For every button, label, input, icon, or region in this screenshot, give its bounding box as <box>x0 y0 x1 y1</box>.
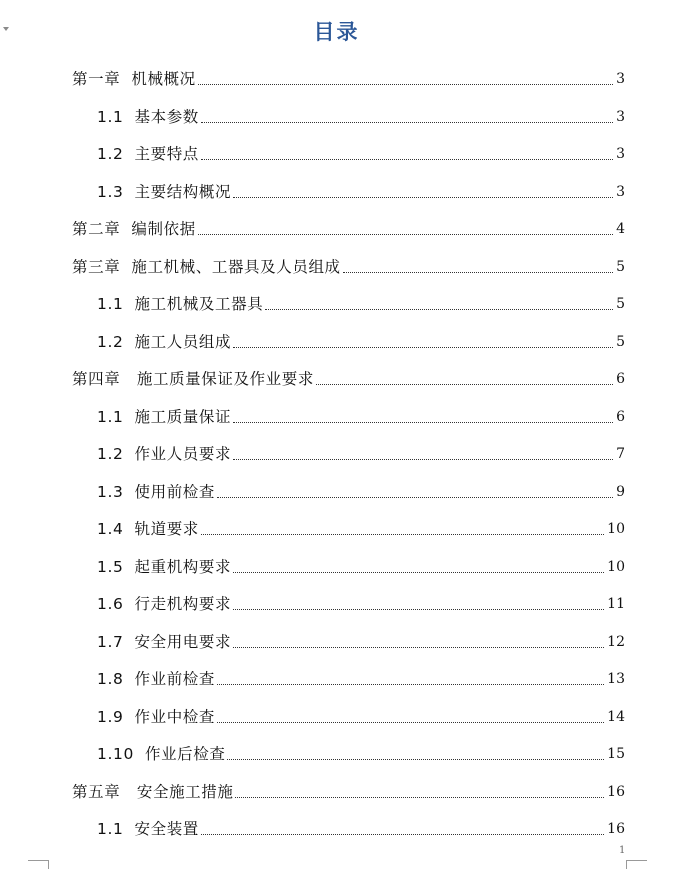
dot-leader <box>233 609 604 610</box>
toc-entry-section[interactable] <box>97 803 625 840</box>
toc-entry-label: 第三章 施工机械、工器具及人员组成 <box>72 258 341 276</box>
dot-leader <box>217 497 613 498</box>
toc-entry-section[interactable] <box>97 128 625 165</box>
toc-entry-page: 14 <box>607 709 625 725</box>
toc-entry-page: 7 <box>616 446 625 462</box>
dot-leader <box>201 534 604 535</box>
toc-entry-label: 1.2 施工人员组成 <box>97 333 232 351</box>
toc-entry-label: 1.1 基本参数 <box>97 108 199 126</box>
toc-entry-page: 10 <box>607 559 625 575</box>
toc-entry-section[interactable] <box>97 278 625 315</box>
toc-entry-label: 1.3 使用前检查 <box>97 483 216 501</box>
toc-entry-section[interactable] <box>97 428 625 465</box>
toc-entry-chapter-1[interactable] <box>72 53 625 90</box>
toc-entry-chapter-3[interactable] <box>72 241 625 278</box>
toc-entry-label: 第四章 施工质量保证及作业要求 <box>72 370 314 388</box>
dot-leader <box>316 384 613 385</box>
toc-entry-label: 1.4 轨道要求 <box>97 520 199 538</box>
toc-entry-page: 10 <box>607 521 625 537</box>
toc-entry-page: 5 <box>616 259 625 275</box>
toc-entry-page: 5 <box>616 296 625 312</box>
toc-entry-page: 3 <box>616 71 625 87</box>
dot-leader <box>217 722 604 723</box>
toc-entry-section[interactable] <box>97 578 625 615</box>
toc-entry-label: 1.7 安全用电要求 <box>97 633 232 651</box>
toc-entry-label: 1.2 主要特点 <box>97 145 199 163</box>
toc-entry-label: 1.1 施工质量保证 <box>97 408 232 426</box>
toc-entry-page: 6 <box>616 409 625 425</box>
dot-leader <box>233 197 613 198</box>
toc-entry-page: 12 <box>607 634 625 650</box>
page-number: 1 <box>619 845 626 856</box>
toc-entry-section[interactable] <box>97 391 625 428</box>
toc-entry-page: 9 <box>616 484 625 500</box>
page-corner-mark-left <box>28 860 49 869</box>
dot-leader <box>343 272 613 273</box>
toc-entry-section[interactable] <box>97 91 625 128</box>
toc-entry-section[interactable] <box>97 728 625 765</box>
toc-entry-label: 第一章 机械概况 <box>72 70 196 88</box>
dot-leader <box>201 159 613 160</box>
toc-entry-section[interactable] <box>97 466 625 503</box>
toc-entry-section[interactable] <box>97 616 625 653</box>
toc-entry-page: 4 <box>616 221 625 237</box>
dot-leader <box>198 84 613 85</box>
toc-entry-page: 3 <box>616 146 625 162</box>
toc-entry-chapter-4[interactable] <box>72 353 625 390</box>
dot-leader <box>235 797 604 798</box>
toc-entry-section[interactable] <box>97 166 625 203</box>
dot-leader <box>233 347 613 348</box>
dot-leader <box>201 122 613 123</box>
toc-entry-section[interactable] <box>97 503 625 540</box>
toc-entry-page: 3 <box>616 109 625 125</box>
toc-entry-page: 5 <box>616 334 625 350</box>
toc-entry-section[interactable] <box>97 691 625 728</box>
toc-entry-label: 第五章 安全施工措施 <box>72 783 234 801</box>
dot-leader <box>198 234 613 235</box>
toc-entry-page: 13 <box>607 671 625 687</box>
dot-leader <box>217 684 604 685</box>
toc-entry-label: 1.2 作业人员要求 <box>97 445 232 463</box>
toc-entry-chapter-2[interactable] <box>72 203 625 240</box>
dot-leader <box>233 647 604 648</box>
dot-leader <box>227 759 604 760</box>
toc-entry-label: 第二章 编制依据 <box>72 220 196 238</box>
toc-entry-label: 1.3 主要结构概况 <box>97 183 232 201</box>
toc-entry-page: 11 <box>607 596 625 612</box>
toc-entry-section[interactable] <box>97 316 625 353</box>
toc-entry-page: 6 <box>616 371 625 387</box>
toc-entry-section[interactable] <box>97 653 625 690</box>
dot-leader <box>233 572 604 573</box>
toc-entry-label: 1.1 安全装置 <box>97 820 199 838</box>
toc-entry-page: 16 <box>607 784 625 800</box>
dot-leader <box>233 422 613 423</box>
dot-leader <box>233 459 613 460</box>
toc-title: 目录 <box>313 20 360 44</box>
toc-entry-label: 1.1 施工机械及工器具 <box>97 295 264 313</box>
dot-leader <box>201 834 604 835</box>
toc-entry-label: 1.9 作业中检查 <box>97 708 216 726</box>
toc-entry-page: 15 <box>607 746 625 762</box>
toc-entry-label: 1.8 作业前检查 <box>97 670 216 688</box>
toc-entry-label: 1.6 行走机构要求 <box>97 595 232 613</box>
toc-entry-label: 1.10 作业后检查 <box>97 745 226 763</box>
toc-entry-chapter-5[interactable] <box>72 766 625 803</box>
toc-entry-section[interactable] <box>97 541 625 578</box>
toc-entry-page: 16 <box>607 821 625 837</box>
dot-leader <box>265 309 613 310</box>
toc-entry-page: 3 <box>616 184 625 200</box>
toc-entry-label: 1.5 起重机构要求 <box>97 558 232 576</box>
page-corner-mark-right <box>626 860 647 869</box>
